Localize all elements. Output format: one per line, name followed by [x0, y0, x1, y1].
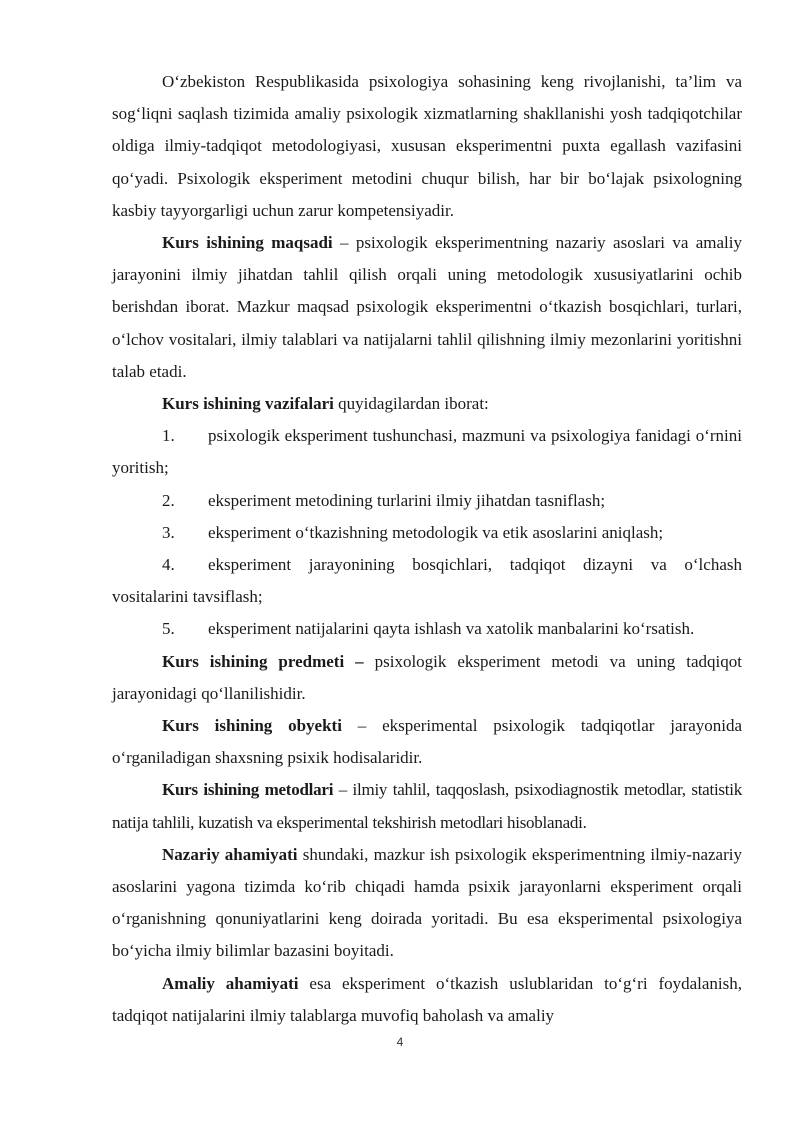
- theory-label: Nazariy ahamiyati: [162, 844, 298, 864]
- goal-label: Kurs ishining maqsadi: [162, 233, 333, 253]
- theory-text: shundaki, mazkur ish psixologik eksperimentning ilmiy-nazariy asoslarini yagona tizimda ko‘rib chiqadi hamda psixik jarayonlarni eksperiment orqali o‘rganishning qonuniyatlarini keng doirada yoritadi. Bu esa eksperimental psixologiya bo‘yicha ilmiy bilimlar bazasini boyitadi.: [112, 844, 742, 961]
- object-label: Kurs ishining obyekti: [162, 716, 342, 736]
- task-text: eksperiment natijalarini qayta ishlash va xatolik manbalarini ko‘rsatish.: [208, 619, 695, 639]
- object-text: – eksperimental psixologik tadqiqotlar jarayonida o‘rganiladigan shaxsning psixik hodisalaridir.: [112, 716, 743, 768]
- page-number: 4: [396, 1035, 404, 1049]
- practice-paragraph: [112, 968, 742, 1032]
- tasks-label: Kurs ishining vazifalari: [162, 394, 334, 414]
- task-number: 1.: [162, 426, 175, 446]
- methods-text: – ilmiy tahlil, taqqoslash, psixodiagnostik metodlar, statistik natija tahlili, kuzatish va eksperimental tekshirish metodlari hisoblanadi.: [112, 780, 742, 832]
- methods-label: Kurs ishining metodlari: [162, 780, 334, 800]
- page-content: [112, 66, 742, 1032]
- task-number: 2.: [162, 490, 175, 510]
- intro-paragraph: [112, 66, 742, 227]
- theory-paragraph: [112, 839, 742, 968]
- goal-paragraph: [112, 227, 742, 388]
- task-text: eksperiment jarayonining bosqichlari, tadqiqot dizayni va o‘lchash vositalarini tavsiflash;: [112, 555, 742, 607]
- tasks-paragraph: [112, 388, 742, 420]
- task-item-1: [112, 420, 742, 484]
- subject-paragraph: [112, 646, 742, 710]
- practice-label: Amaliy ahamiyati: [162, 973, 299, 993]
- subject-text: psixologik eksperiment metodi va uning tadqiqot jarayonidagi qo‘llanilishidir.: [112, 651, 742, 703]
- task-number: 5.: [162, 619, 175, 639]
- task-number: 3.: [162, 522, 175, 542]
- methods-paragraph: [112, 774, 742, 838]
- goal-text: – psixologik eksperimentning nazariy asoslari va amaliy jarayonini ilmiy jihatdan tahlil qilish orqali uning metodologik xususiyatlarini ochib berishdan iborat. Mazkur maqsad psixologik eksperimentni o‘tkazish bosqichlari, turlari, o‘lchov vositalari, ilmiy talablari va natijalarni tahlil qilishning ilmiy mezonlarini yoritishni talab etadi.: [112, 233, 742, 381]
- intro-text: O‘zbekiston Respublikasida psixologiya sohasining keng rivojlanishi, ta’lim va sog‘liqni saqlash tizimida amaliy psixologik xizmatlarning shakllanishi yosh tadqiqotchilar oldiga ilmiy-tadqiqot metodologiyasi, xususan eksperimentni puxta egallash vazifasini qo‘yadi. Psixologik eksperiment metodini chuqur bilish, har bir bo‘lajak psixologning kasbiy tayyorgarligi uchun zarur kompetensiyadir.: [112, 72, 742, 220]
- task-text: psixologik eksperiment tushunchasi, mazmuni va psixologiya fanidagi o‘rnini yoritish;: [112, 426, 742, 478]
- tasks-text: quyidagilardan iborat:: [333, 394, 489, 414]
- object-paragraph: [112, 710, 742, 774]
- task-item-2: [112, 485, 742, 517]
- task-item-3: [112, 517, 742, 549]
- task-item-4: [112, 549, 742, 613]
- task-number: 4.: [162, 555, 175, 575]
- practice-text: esa eksperiment o‘tkazish uslublaridan to‘g‘ri foydalanish, tadqiqot natijalarini ilmiy talablarga muvofiq baholash va amaliy: [112, 973, 743, 1025]
- task-item-5: [112, 613, 742, 645]
- task-text: eksperiment metodining turlarini ilmiy jihatdan tasniflash;: [208, 490, 606, 510]
- subject-label: Kurs ishining predmeti –: [162, 651, 364, 671]
- task-text: eksperiment o‘tkazishning metodologik va etik asoslarini aniqlash;: [208, 522, 664, 542]
